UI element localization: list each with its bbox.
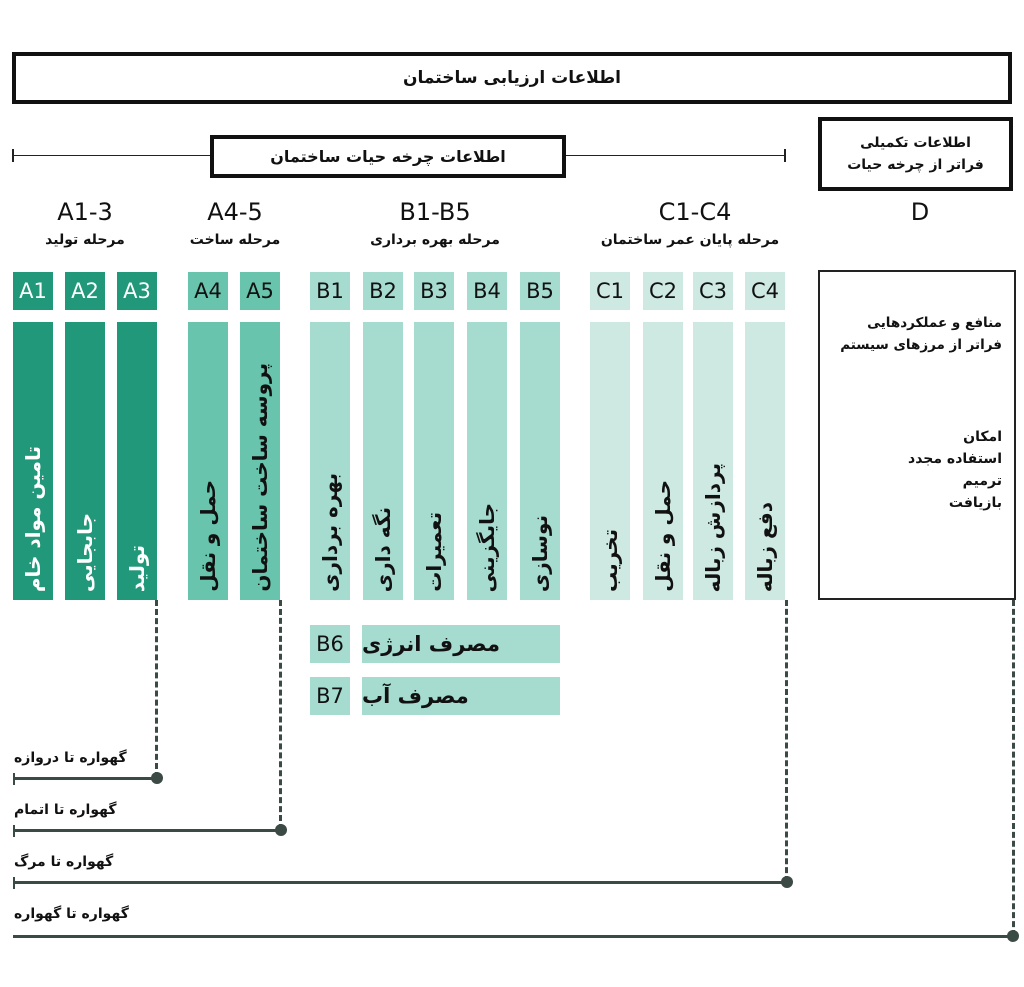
- module-label-a1: تامین مواد خام: [21, 445, 45, 592]
- module-label-b2: نگه داری: [371, 506, 395, 592]
- module-label-a5: پروسه ساخت ساختمان: [248, 363, 272, 592]
- d-item-potential: امکان: [963, 429, 1002, 445]
- group-code-b1-b5: B1-B5: [399, 198, 471, 226]
- module-chip-c2: C2: [643, 272, 683, 310]
- module-label-c1: تخریب: [598, 528, 622, 592]
- scope-label-cradle-to-grave: گهواره تا مرگ: [14, 854, 114, 870]
- group-code-c1-c4: C1-C4: [658, 198, 732, 226]
- module-column-b5: [520, 322, 560, 600]
- d-item-recovery: ترمیم: [962, 473, 1002, 489]
- module-label-c3: پردازش زباله: [701, 462, 725, 592]
- module-label-c2: حمل و نقل: [651, 480, 675, 592]
- group-code-d: D: [910, 198, 930, 226]
- scope-end-dot: [275, 824, 287, 836]
- group-label-construction: مرحله ساخت: [189, 232, 281, 248]
- gate-boundary-dashed-line: [155, 600, 158, 778]
- module-column-c3: [693, 322, 733, 600]
- module-column-b1: [310, 322, 350, 600]
- scope-line-cradle-to-completion: [13, 829, 281, 832]
- module-column-b4: [467, 322, 507, 600]
- group-code-a4-5: A4-5: [207, 198, 263, 226]
- module-chip-a3: A3: [117, 272, 157, 310]
- scope-line-cradle-to-grave: [13, 881, 787, 884]
- cradle-boundary-dashed-line: [1012, 600, 1015, 936]
- module-bar-b6: مصرف انرژی: [362, 625, 560, 663]
- module-label-b1: بهره برداری: [318, 473, 342, 592]
- module-label-a3: تولید: [125, 544, 149, 592]
- scope-line-cradle-to-cradle: [13, 935, 1013, 938]
- scope-label-cradle-to-gate: گهواره تا دروازه: [14, 750, 127, 766]
- lifecycle-info-box: [210, 135, 566, 178]
- building-assessment-title: [12, 52, 1012, 104]
- d-benefits-line1: منافع و عملکردهایی: [867, 315, 1002, 331]
- module-chip-c4: C4: [745, 272, 785, 310]
- module-label-c4: دفع زباله: [753, 501, 777, 592]
- group-label-use: مرحله بهره برداری: [370, 232, 500, 248]
- completion-boundary-dashed-line: [279, 600, 282, 830]
- module-column-a4: [188, 322, 228, 600]
- supplementary-line1: اطلاعات تکمیلی: [860, 135, 971, 151]
- module-label-a2: جابجایی: [73, 512, 97, 592]
- module-column-b2: [363, 322, 403, 600]
- module-chip-b3: B3: [414, 272, 454, 310]
- lifecycle-bracket-right-tick: [784, 149, 786, 162]
- lifecycle-info-text: اطلاعات چرخه حیات ساختمان: [270, 147, 506, 166]
- d-item-reuse: استفاده مجدد: [908, 451, 1002, 467]
- supplementary-line2: فراتر از چرخه حیات: [847, 157, 984, 173]
- module-label-b3: تعمیرات: [422, 512, 446, 592]
- lifecycle-bracket-left-tick: [12, 149, 14, 162]
- module-label-b5: نوسازی: [528, 514, 552, 592]
- module-d-box: [818, 270, 1016, 600]
- module-column-a1: [13, 322, 53, 600]
- group-code-a1-3: A1-3: [57, 198, 113, 226]
- supplementary-info-box: [818, 117, 1013, 191]
- module-chip-b2: B2: [363, 272, 403, 310]
- d-item-recycling: بازیافت: [948, 495, 1002, 511]
- module-chip-b1: B1: [310, 272, 350, 310]
- module-column-b3: [414, 322, 454, 600]
- group-label-production: مرحله تولید: [45, 232, 125, 248]
- grave-boundary-dashed-line: [785, 600, 788, 882]
- module-chip-b7: B7: [310, 677, 350, 715]
- module-column-a3: [117, 322, 157, 600]
- module-label-a4: حمل و نقل: [196, 480, 220, 592]
- module-chip-c3: C3: [693, 272, 733, 310]
- group-label-end-of-life: مرحله پایان عمر ساختمان: [600, 232, 780, 248]
- module-chip-c1: C1: [590, 272, 630, 310]
- module-column-c1: [590, 322, 630, 600]
- module-chip-a5: A5: [240, 272, 280, 310]
- module-chip-a2: A2: [65, 272, 105, 310]
- module-label-b4: جایگزینی: [475, 502, 499, 592]
- module-chip-a4: A4: [188, 272, 228, 310]
- module-column-a2: [65, 322, 105, 600]
- module-chip-b4: B4: [467, 272, 507, 310]
- scope-end-dot: [151, 772, 163, 784]
- scope-label-cradle-to-completion: گهواره تا اتمام: [14, 802, 117, 818]
- module-chip-a1: A1: [13, 272, 53, 310]
- module-column-c2: [643, 322, 683, 600]
- scope-end-dot: [781, 876, 793, 888]
- module-chip-b5: B5: [520, 272, 560, 310]
- module-column-c4: [745, 322, 785, 600]
- building-assessment-title-text: اطلاعات ارزیابی ساختمان: [403, 68, 621, 88]
- d-benefits-line2: فراتر از مرزهای سیستم: [840, 337, 1002, 353]
- scope-label-cradle-to-cradle: گهواره تا گهواره: [14, 906, 129, 922]
- scope-end-dot: [1007, 930, 1019, 942]
- module-bar-b7: مصرف آب: [362, 677, 560, 715]
- module-chip-b6: B6: [310, 625, 350, 663]
- scope-line-cradle-to-gate: [13, 777, 157, 780]
- module-column-a5: [240, 322, 280, 600]
